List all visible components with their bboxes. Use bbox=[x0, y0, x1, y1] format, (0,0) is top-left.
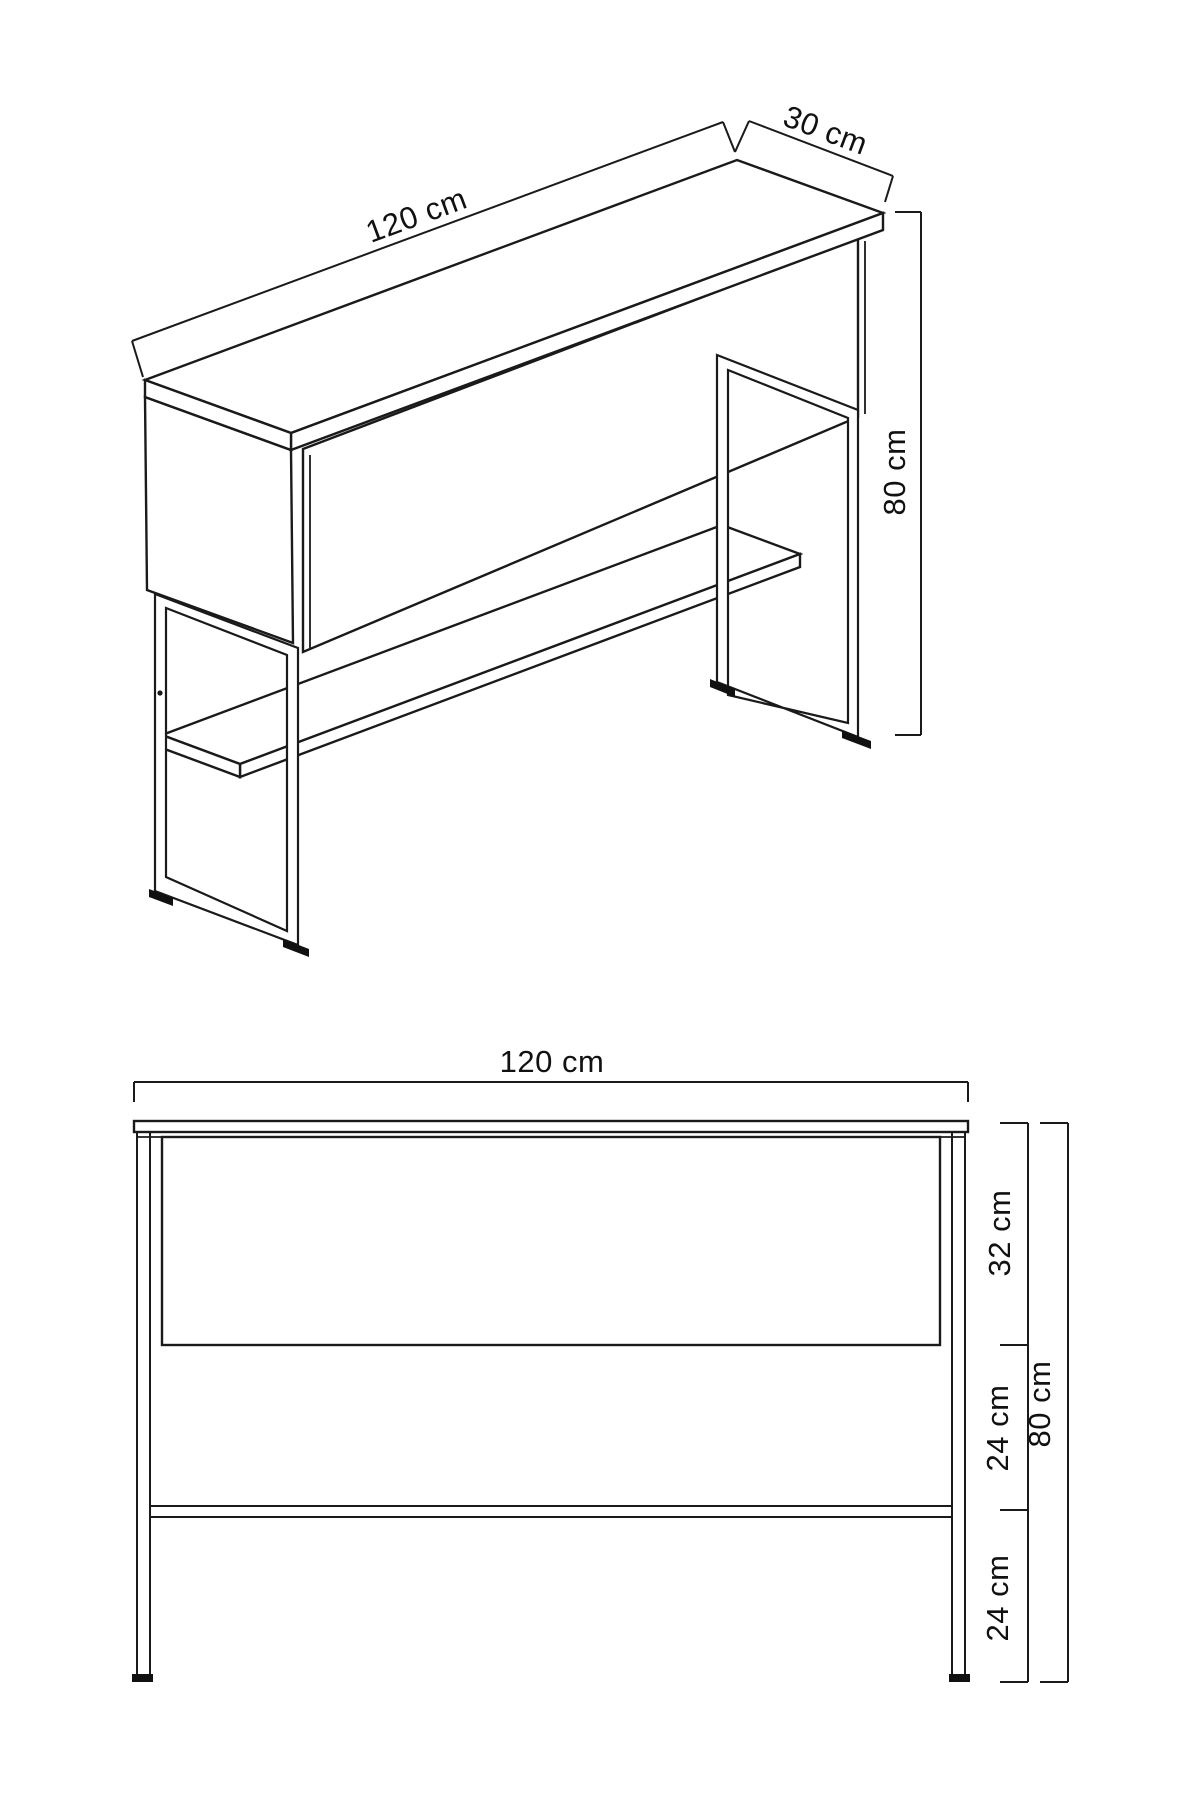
left-foot bbox=[132, 1674, 153, 1682]
right-foot bbox=[949, 1674, 970, 1682]
dim-tick bbox=[132, 341, 143, 377]
apron-height-label: 32 cm bbox=[982, 1189, 1017, 1277]
elevation-apron-panel bbox=[162, 1137, 940, 1345]
dimension-height bbox=[877, 212, 921, 735]
isometric-view bbox=[132, 99, 921, 957]
length-label: 120 cm bbox=[361, 180, 472, 250]
dim-tick bbox=[885, 176, 893, 202]
dim-tick bbox=[735, 121, 749, 152]
height-label: 80 cm bbox=[877, 428, 912, 516]
elevation-tabletop bbox=[134, 1121, 968, 1132]
elevation-shelf bbox=[151, 1506, 951, 1517]
width-label: 120 cm bbox=[499, 1044, 605, 1079]
dimension-segments bbox=[980, 1123, 1028, 1682]
shelf-to-floor-label: 24 cm bbox=[980, 1554, 1015, 1642]
fastener-dot bbox=[157, 690, 162, 695]
apron-to-shelf-label: 24 cm bbox=[980, 1384, 1015, 1472]
elevation-right-leg bbox=[949, 1133, 970, 1682]
front-elevation-view bbox=[132, 1044, 1068, 1682]
depth-label: 30 cm bbox=[778, 98, 873, 162]
total-height-label: 80 cm bbox=[1022, 1360, 1057, 1448]
dimension-width bbox=[134, 1044, 968, 1102]
dim-tick bbox=[723, 122, 735, 152]
elevation-left-leg bbox=[132, 1133, 153, 1682]
